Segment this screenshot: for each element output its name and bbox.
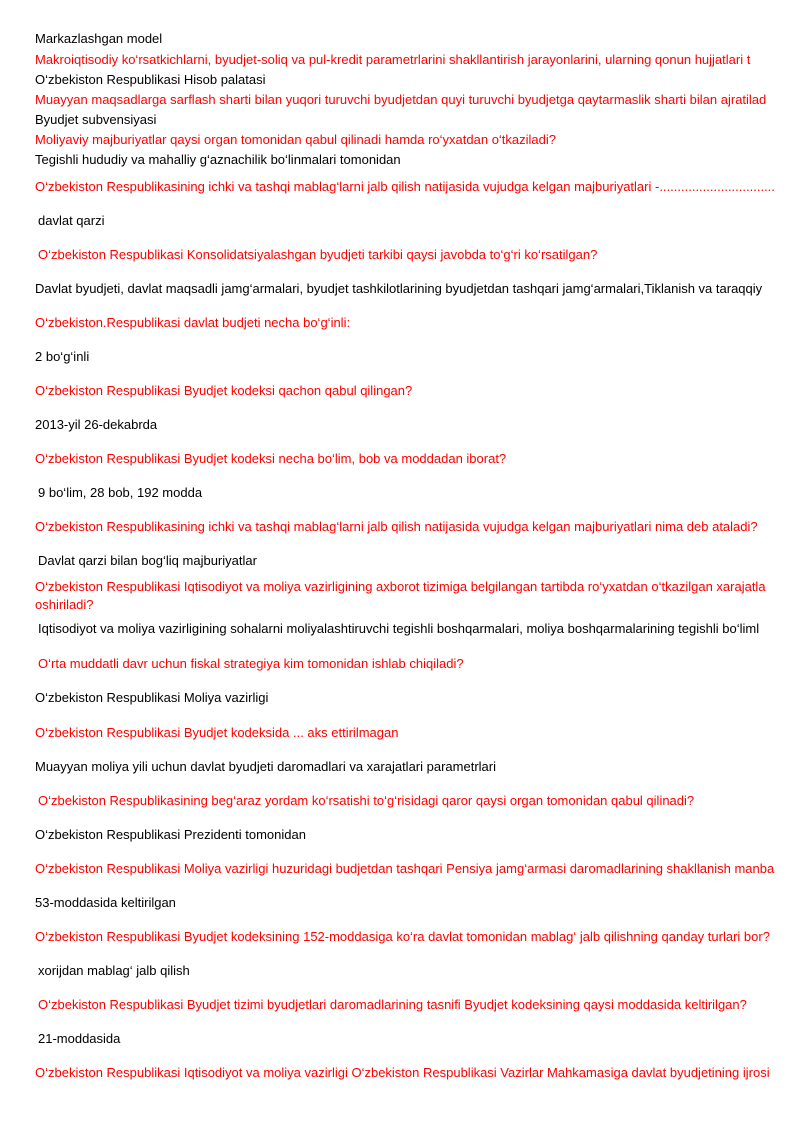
- answer-text: 2 bo‘g‘inli: [35, 349, 90, 364]
- question-text: O‘zbekiston Respublikasi Byudjet tizimi byudjetlari daromadlarining tasnifi Byudjet kodeksining qaysi moddasida keltirilgan?: [38, 997, 747, 1012]
- question-text: Muayyan maqsadlarga sarflash sharti bilan yuqori turuvchi byudjetdan quyi turuvchi byudjetga qaytarmaslik sharti bilan ajratilad: [35, 92, 767, 107]
- question-text: O‘zbekiston Respublikasining ichki va tashqi mablag‘larni jalb qilish natijasida vujudga kelgan majburiyatlari nima deb ataladi?: [35, 519, 758, 534]
- question-text: O‘zbekiston Respublikasi Konsolidatsiyalashgan byudjeti tarkibi qaysi javobda to‘g‘ri ko‘rsatilgan?: [38, 247, 598, 262]
- question-text: O‘zbekiston Respublikasi Byudjet kodeksida ... aks ettirilmagan: [35, 725, 399, 740]
- question-text: O‘zbekiston.Respublikasi davlat budjeti necha bo‘g‘inli:: [35, 315, 351, 330]
- question-text: O‘zbekiston Respublikasi Moliya vazirligi huzuridagi budjetdan tashqari Pensiya jamg‘armasi daromadlarining shakllanish manba: [35, 861, 775, 876]
- question-text: O‘zbekiston Respublikasining ichki va tashqi mablag‘larni jalb qilish natijasida vujudga kelgan majburiyatlari -................................: [35, 179, 775, 194]
- question-text-continued: oshiriladi?: [35, 597, 94, 612]
- answer-text: Iqtisodiyot va moliya vazirligining sohalarni moliyalashtiruvchi tegishli boshqarmalari, moliya boshqarmalarining tegishli bo‘liml: [38, 621, 760, 636]
- question-text: O‘zbekiston Respublikasi Byudjet kodeksining 152-moddasiga ko‘ra davlat tomonidan mablag‘ jalb qilishning qanday turlari bor?: [35, 929, 770, 944]
- question-text: O‘zbekiston Respublikasi Iqtisodiyot va moliya vazirligining axborot tizimiga belgilangan tartibda ro‘yxatdan o‘tkazilgan xarajatla: [35, 579, 766, 594]
- answer-text: 9 bo‘lim, 28 bob, 192 modda: [38, 485, 203, 500]
- answer-text: Muayyan moliya yili uchun davlat byudjeti daromadlari va xarajatlari parametrlari: [35, 759, 496, 774]
- answer-text: 53-moddasida keltirilgan: [35, 895, 176, 910]
- question-text: O‘zbekiston Respublikasi Byudjet kodeksi qachon qabul qilingan?: [35, 383, 413, 398]
- answer-text: Markazlashgan model: [35, 31, 163, 46]
- answer-text: O‘zbekiston Respublikasi Prezidenti tomonidan: [35, 827, 306, 842]
- question-text: Moliyaviy majburiyatlar qaysi organ tomonidan qabul qilinadi hamda ro‘yxatdan o‘tkaziladi?: [35, 132, 557, 147]
- answer-text: O‘zbekiston Respublikasi Moliya vazirligi: [35, 690, 269, 705]
- answer-text: xorijdan mablag‘ jalb qilish: [38, 963, 190, 978]
- question-text: O‘zbekiston Respublikasi Byudjet kodeksi necha bo‘lim, bob va moddadan iborat?: [35, 451, 507, 466]
- question-text: Makroiqtisodiy ko‘rsatkichlarni, byudjet-soliq va pul-kredit parametrlarini shakllantirish jarayonlarini, ularning qonun hujjatlari t: [35, 52, 751, 67]
- answer-text: Davlat byudjeti, davlat maqsadli jamg‘armalari, byudjet tashkilotlarining byudjetdan tashqari jamg‘armalari,Tiklanish va taraqqiy: [35, 281, 763, 296]
- answer-text: Tegishli hududiy va mahalliy g‘aznachilik bo‘linmalari tomonidan: [35, 152, 401, 167]
- answer-text: Davlat qarzi bilan bog‘liq majburiyatlar: [38, 553, 257, 568]
- answer-text: O‘zbekiston Respublikasi Hisob palatasi: [35, 72, 266, 87]
- question-text: O‘zbekiston Respublikasi Iqtisodiyot va moliya vazirligi O‘zbekiston Respublikasi Vazirlar Mahkamasiga davlat byudjetining ijrosi: [35, 1065, 770, 1080]
- question-text: O‘zbekiston Respublikasining beg‘araz yordam ko‘rsatishi to‘g‘risidagi qaror qaysi organ tomonidan qabul qilinadi?: [38, 793, 695, 808]
- answer-text: Byudjet subvensiyasi: [35, 112, 157, 127]
- answer-text: 21-moddasida: [38, 1031, 121, 1046]
- answer-text: 2013-yil 26-dekabrda: [35, 417, 158, 432]
- answer-text: davlat qarzi: [38, 213, 105, 228]
- question-text: O‘rta muddatli davr uchun fiskal strategiya kim tomonidan ishlab chiqiladi?: [38, 656, 464, 671]
